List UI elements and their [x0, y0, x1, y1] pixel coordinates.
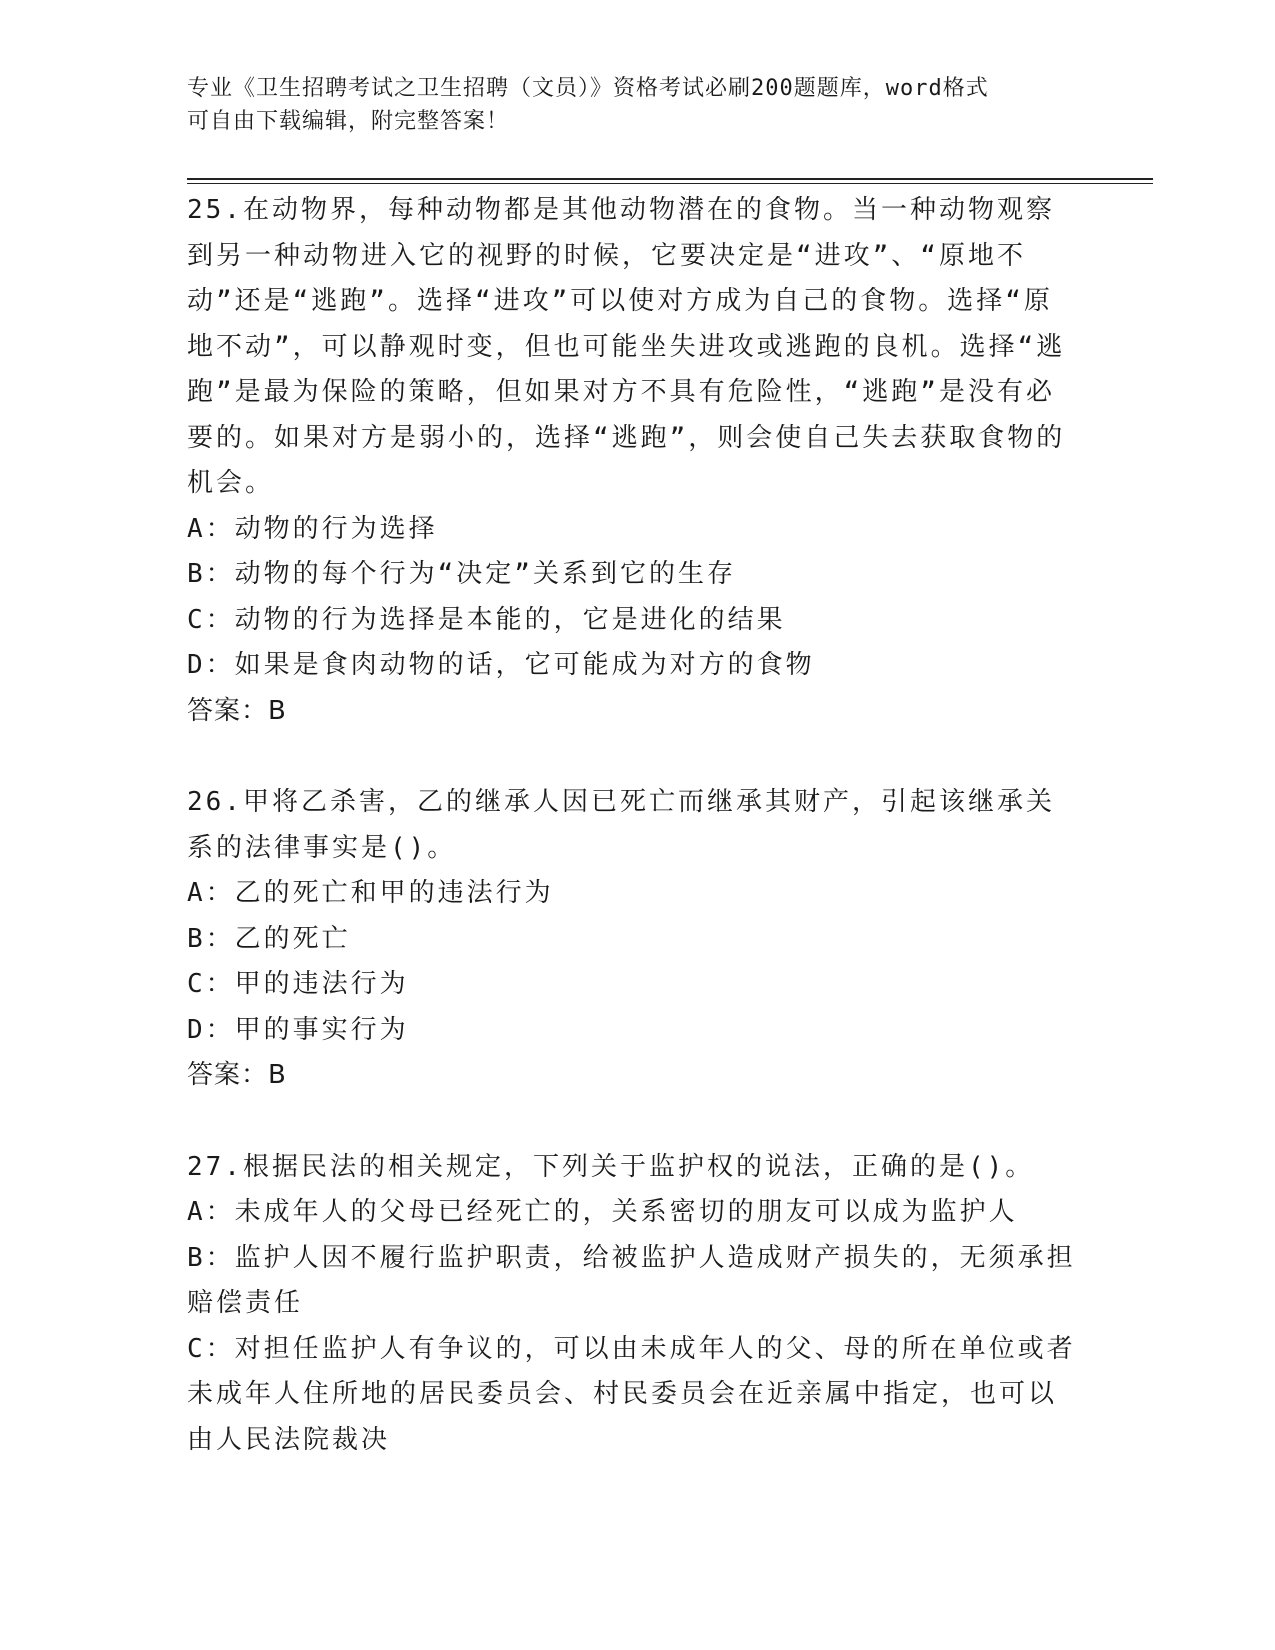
option-d: D：如果是食肉动物的话，它可能成为对方的食物 — [187, 650, 815, 680]
answer: 答案：B — [187, 695, 287, 726]
option-d: D：甲的事实行为 — [187, 1014, 409, 1045]
option-c: C：动物的行为选择是本能的，它是进化的结果 — [187, 604, 786, 635]
option-a: A：动物的行为选择 — [187, 513, 438, 544]
question-27 — [187, 1145, 1077, 1464]
option-c: C：甲的违法行为 — [187, 969, 409, 999]
question-stem: 26.甲将乙杀害，乙的继承人因已死亡而继承其财产，引起该继承关系的法律事实是()。 — [187, 787, 1055, 863]
question-26 — [187, 780, 1077, 1099]
header-divider-thin — [187, 183, 1153, 184]
option-b: B：动物的每个行为“决定”关系到它的生存 — [187, 559, 736, 589]
header-line-1: 专业《卫生招聘考试之卫生招聘（文员）》资格考试必刷200题题库，word格式 — [187, 76, 989, 101]
document-header — [187, 72, 1067, 138]
header-divider-thick — [187, 178, 1153, 180]
option-c: C：对担任监护人有争议的，可以由未成年人的父、母的所在单位或者未成年人住所地的居民委员会、村民委员会在近亲属中指定，也可以由人民法院裁决 — [187, 1333, 1076, 1455]
option-a: A：乙的死亡和甲的违法行为 — [187, 878, 554, 908]
question-25 — [187, 188, 1077, 734]
option-a: A：未成年人的父母已经死亡的，关系密切的朋友可以成为监护人 — [187, 1197, 1018, 1227]
question-list — [187, 188, 1077, 1463]
option-b: B：乙的死亡 — [187, 923, 351, 954]
header-line-2: 可自由下载编辑，附完整答案！ — [187, 109, 510, 134]
answer: 答案：B — [187, 1060, 287, 1090]
question-stem: 27.根据民法的相关规定，下列关于监护权的说法，正确的是()。 — [187, 1151, 1035, 1182]
option-b: B：监护人因不履行监护职责，给被监护人造成财产损失的，无须承担赔偿责任 — [187, 1242, 1076, 1318]
question-stem: 25.在动物界，每种动物都是其他动物潜在的食物。当一种动物观察到另一种动物进入它的视野的时候，它要决定是“进攻”、“原地不动”还是“逃跑”。选择“进攻”可以使对方成为自己的食物。选择“原地不动”，可以静观时变，但也可能坐失进攻或逃跑的良机。选择“逃跑”是最为保险的策略，但如果对方不具有危险性，“逃跑”是没有必要的。如果对方是弱小的，选择“逃跑”，则会使自己失去获取食物的机会。 — [187, 195, 1066, 498]
